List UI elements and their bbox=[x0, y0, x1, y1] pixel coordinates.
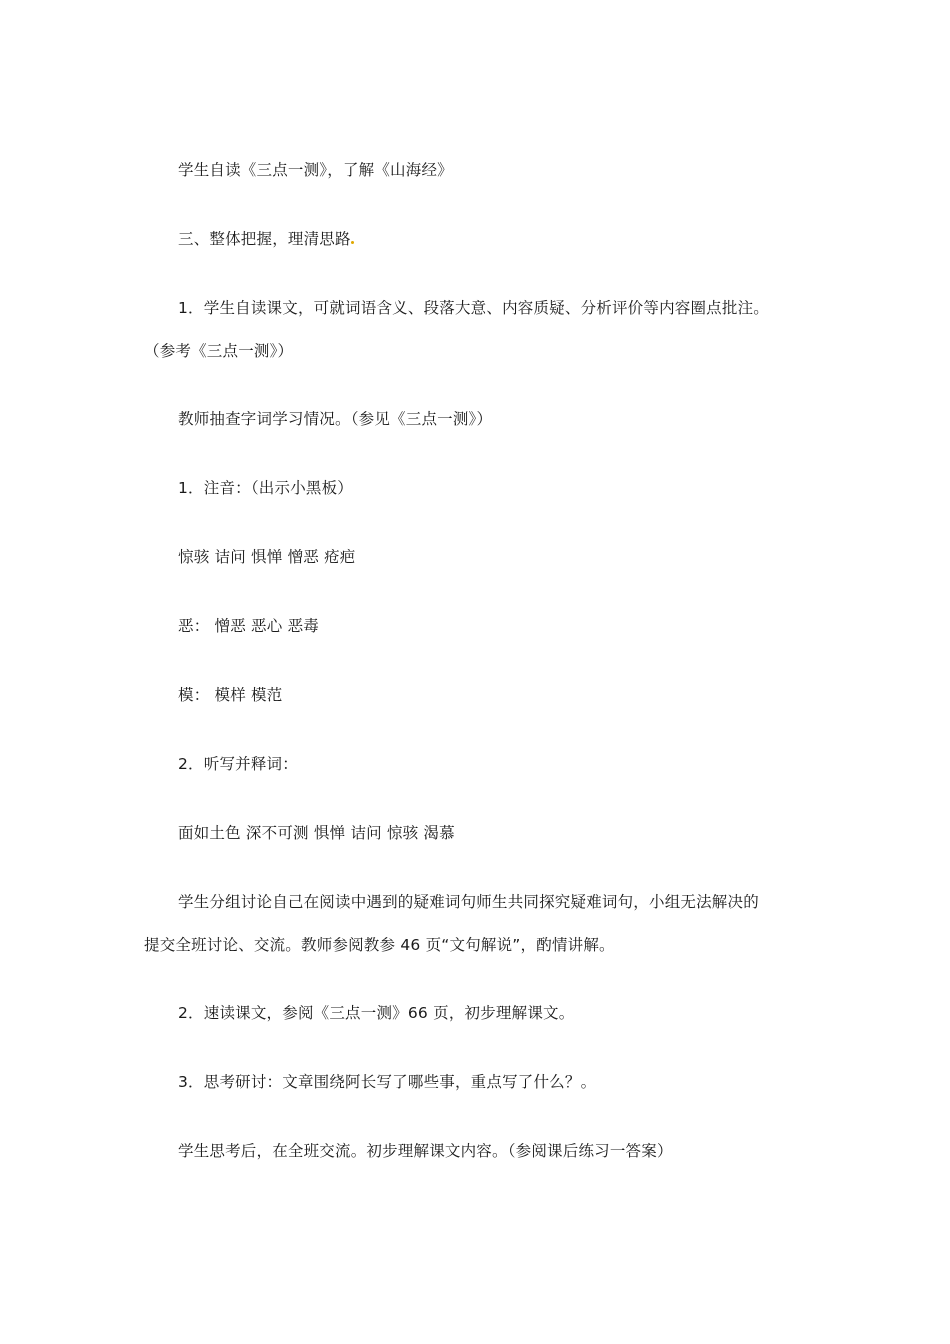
paragraph-pronunciation: 1．注音：（出示小黑板） bbox=[178, 479, 354, 497]
section-heading-text: 三、整体把握，理清思路 bbox=[178, 230, 351, 248]
word-list-e: 恶： 憎恶 恶心 恶毒 bbox=[178, 617, 319, 635]
accent-dot-icon bbox=[351, 241, 354, 244]
paragraph-self-read: 学生自读《三点一测》，了解《山海经》 bbox=[178, 161, 453, 179]
paragraph-step-1: 1．学生自读课文，可就词语含义、段落大意、内容质疑、分析评价等内容圈点批注。 bbox=[178, 299, 769, 317]
word-list-dictation: 面如土色 深不可测 惧惮 诘问 惊骇 渴慕 bbox=[178, 824, 455, 842]
paragraph-think-discuss: 3．思考研讨：文章围绕阿长写了哪些事，重点写了什么？。 bbox=[178, 1073, 597, 1091]
paragraph-class-exchange: 学生思考后，在全班交流。初步理解课文内容。（参阅课后练习一答案） bbox=[178, 1142, 673, 1160]
paragraph-step-1-ref: （参考《三点一测》） bbox=[144, 342, 294, 360]
word-list-mo: 模： 模样 模范 bbox=[178, 686, 283, 704]
paragraph-group-discussion-cont: 提交全班讨论、交流。教师参阅教参 46 页“文句解说”，酌情讲解。 bbox=[144, 936, 615, 954]
word-list-1: 惊骇 诘问 惧惮 憎恶 疮疤 bbox=[178, 548, 356, 566]
paragraph-dictation: 2．听写并释词： bbox=[178, 755, 298, 773]
paragraph-speed-read: 2．速读课文，参阅《三点一测》66 页，初步理解课文。 bbox=[178, 1004, 575, 1022]
paragraph-group-discussion: 学生分组讨论自己在阅读中遇到的疑难词句师生共同探究疑难词句，小组无法解决的 bbox=[178, 893, 759, 911]
section-heading-3 bbox=[178, 229, 354, 249]
paragraph-teacher-check: 教师抽查字词学习情况。（参见《三点一测》） bbox=[178, 410, 493, 428]
